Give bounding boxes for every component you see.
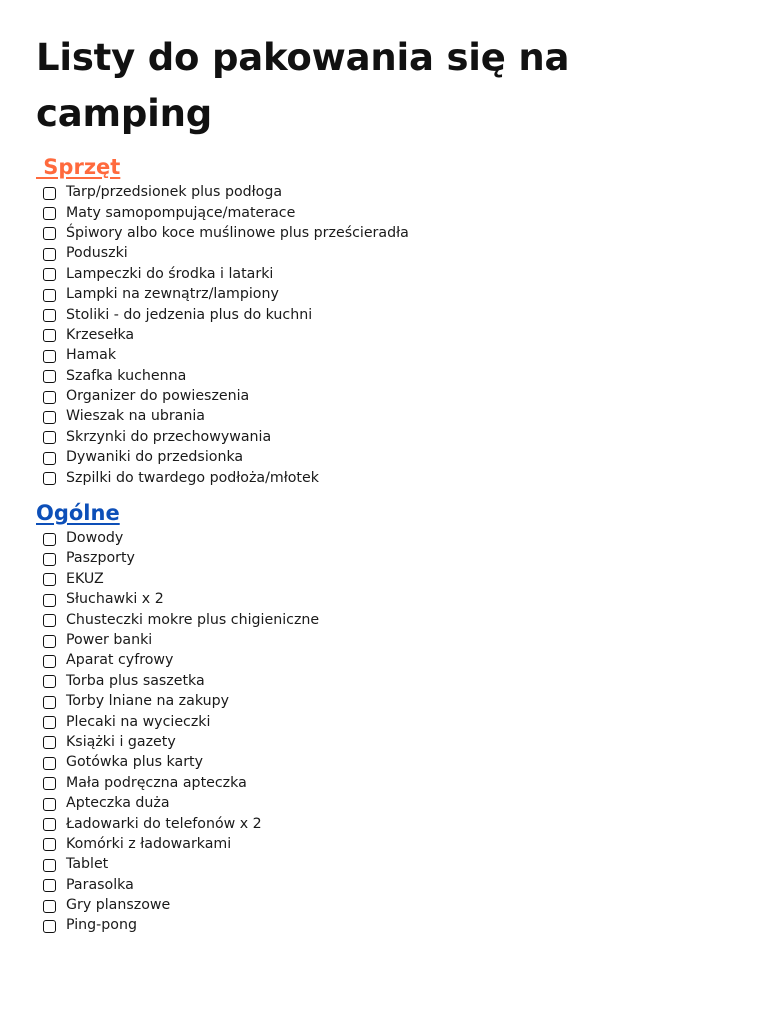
checkbox[interactable] <box>43 370 56 383</box>
checkbox[interactable] <box>43 391 56 404</box>
checklist-item <box>36 732 736 752</box>
checklist-item-label: Szpilki do twardego podłoża/młotek <box>66 469 319 486</box>
checklist-item <box>36 467 736 487</box>
checklist-item <box>36 671 736 691</box>
checklist-item <box>36 834 736 854</box>
checklist-item <box>36 875 736 895</box>
checklist-item-label: Torba plus saszetka <box>66 672 205 689</box>
checklist-item-label: Parasolka <box>66 876 134 893</box>
checklist-item-label: Lampeczki do środka i latarki <box>66 265 274 282</box>
checkbox[interactable] <box>43 716 56 729</box>
checklist-item <box>36 304 736 324</box>
checklist-item <box>36 854 736 874</box>
checklist-item <box>36 528 736 548</box>
checklist-item <box>36 548 736 568</box>
checkbox[interactable] <box>43 594 56 607</box>
checklist-item-label: Chusteczki mokre plus chigieniczne <box>66 611 320 628</box>
checklist-item-label: Apteczka duża <box>66 795 170 812</box>
checklist-item <box>36 773 736 793</box>
checklist-item <box>36 182 736 202</box>
checkbox[interactable] <box>43 900 56 913</box>
checklist-item-label: Aparat cyfrowy <box>66 652 174 669</box>
checkbox[interactable] <box>43 838 56 851</box>
checkbox[interactable] <box>43 879 56 892</box>
checkbox[interactable] <box>43 736 56 749</box>
checkbox[interactable] <box>43 350 56 363</box>
checklist-item-label: Gry planszowe <box>66 897 171 914</box>
checklist-item <box>36 813 736 833</box>
document-page <box>36 30 736 936</box>
checkbox[interactable] <box>43 227 56 240</box>
checklist-item <box>36 243 736 263</box>
checkbox[interactable] <box>43 757 56 770</box>
checklist-item-label: Power banki <box>66 632 153 648</box>
section-heading-equipment-link[interactable]: Sprzęt <box>36 155 121 179</box>
checklist-item-label: Plecaki na wycieczki <box>66 713 211 730</box>
section-equipment-header <box>36 152 736 182</box>
checkbox[interactable] <box>43 533 56 546</box>
checklist-item-label: Poduszki <box>66 245 128 262</box>
checklist-item-label: Paszporty <box>66 550 135 567</box>
checklist-item <box>36 569 736 589</box>
section-general-header <box>36 498 736 528</box>
checkbox[interactable] <box>43 472 56 485</box>
checklist-item <box>36 427 736 447</box>
checklist-item-label: Ładowarki do telefonów x 2 <box>66 815 262 832</box>
checkbox[interactable] <box>43 248 56 261</box>
checklist-item-label: Słuchawki x 2 <box>66 591 164 608</box>
page-title: Listy do pakowania się na camping <box>36 36 570 135</box>
checklist-item <box>36 589 736 609</box>
checkbox[interactable] <box>43 329 56 342</box>
checkbox[interactable] <box>43 777 56 790</box>
checklist-item-label: Maty samopompujące/materace <box>66 204 296 221</box>
equipment-checklist <box>36 182 736 488</box>
checklist-item <box>36 325 736 345</box>
checklist-item-label: Książki i gazety <box>66 733 176 750</box>
checklist-item <box>36 895 736 915</box>
checklist-item <box>36 793 736 813</box>
checklist-item-label: Tablet <box>66 856 109 873</box>
checkbox[interactable] <box>43 411 56 424</box>
checkbox[interactable] <box>43 675 56 688</box>
checkbox[interactable] <box>43 635 56 648</box>
checklist-item-label: Wieszak na ubrania <box>66 408 205 425</box>
checklist-item-label: Ping-pong <box>66 917 137 934</box>
checklist-item-label: Dowody <box>66 530 124 547</box>
checkbox[interactable] <box>43 696 56 709</box>
checklist-item <box>36 264 736 284</box>
checkbox[interactable] <box>43 187 56 200</box>
checklist-item <box>36 915 736 935</box>
checkbox[interactable] <box>43 573 56 586</box>
checklist-item-label: Gotówka plus karty <box>66 754 203 771</box>
checklist-item <box>36 366 736 386</box>
checkbox[interactable] <box>43 289 56 302</box>
checklist-item-label: Torby lniane na zakupy <box>66 693 229 710</box>
checklist-item-label: Dywaniki do przedsionka <box>66 449 244 466</box>
checklist-item-label: Organizer do powieszenia <box>66 388 250 405</box>
checklist-item <box>36 609 736 629</box>
checklist-item <box>36 406 736 426</box>
checklist-item <box>36 345 736 365</box>
checkbox[interactable] <box>43 655 56 668</box>
checkbox[interactable] <box>43 452 56 465</box>
checklist-item-label: Mała podręczna apteczka <box>66 774 247 791</box>
checkbox[interactable] <box>43 614 56 627</box>
section-heading-general-link[interactable]: Ogólne <box>36 500 120 525</box>
checklist-item-label: Krzesełka <box>66 326 135 343</box>
checklist-item-label: Stoliki - do jedzenia plus do kuchni <box>66 306 313 323</box>
checklist-item <box>36 284 736 304</box>
checkbox[interactable] <box>43 431 56 444</box>
checkbox[interactable] <box>43 859 56 872</box>
checklist-item <box>36 386 736 406</box>
checklist-item-label: Hamak <box>66 347 117 364</box>
checkbox[interactable] <box>43 268 56 281</box>
checklist-item <box>36 447 736 467</box>
general-checklist <box>36 528 736 936</box>
checklist-item <box>36 691 736 711</box>
checklist-item <box>36 630 736 650</box>
checkbox[interactable] <box>43 309 56 322</box>
checkbox[interactable] <box>43 920 56 933</box>
checklist-item-label: Tarp/przedsionek plus podłoga <box>66 184 283 201</box>
checklist-item <box>36 202 736 222</box>
checkbox[interactable] <box>43 207 56 220</box>
checklist-item-label: Komórki z ładowarkami <box>66 835 232 852</box>
checklist-item <box>36 650 736 670</box>
checklist-item-label: Lampki na zewnątrz/lampiony <box>66 286 279 303</box>
checklist-item-label: Szafka kuchenna <box>66 367 187 384</box>
checkbox[interactable] <box>43 798 56 811</box>
checklist-item <box>36 752 736 772</box>
checkbox[interactable] <box>43 553 56 566</box>
checklist-item-label: Skrzynki do przechowywania <box>66 428 272 445</box>
checkbox[interactable] <box>43 818 56 831</box>
checklist-item <box>36 711 736 731</box>
checklist-item-label: Śpiwory albo koce muślinowe plus prześcieradła <box>66 224 409 241</box>
checklist-item-label: EKUZ <box>66 570 104 587</box>
checklist-item <box>36 223 736 243</box>
